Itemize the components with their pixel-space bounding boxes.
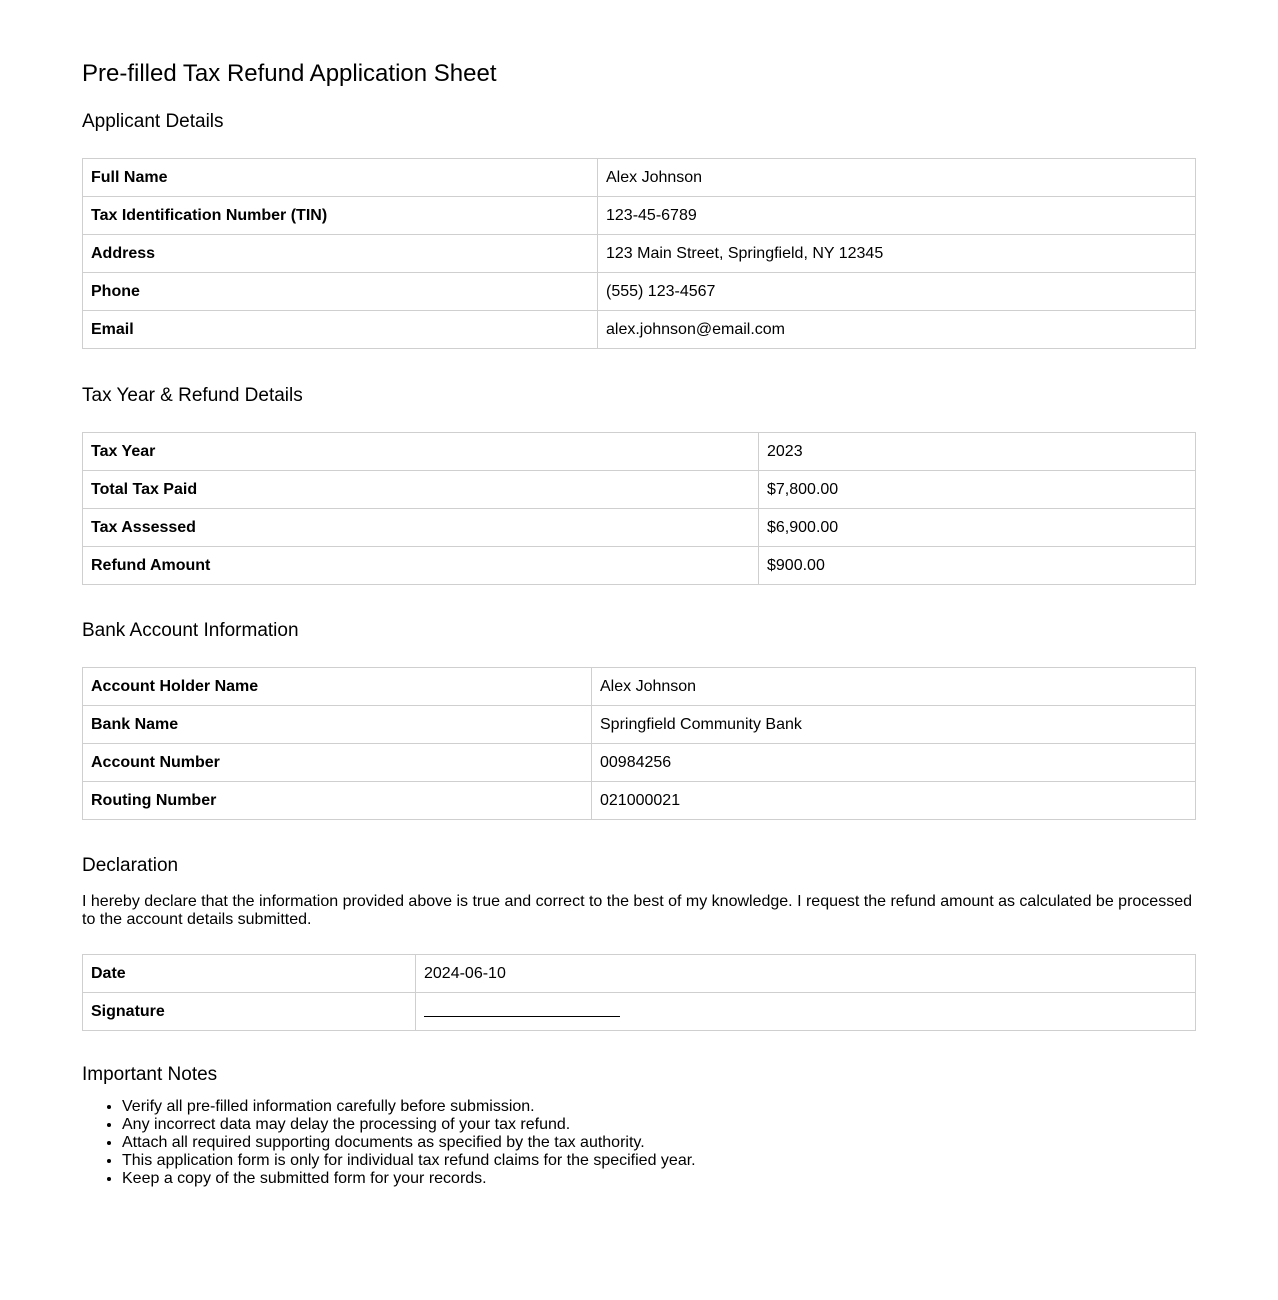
- tax-year-value: 2023: [759, 433, 1196, 471]
- signature-label: Signature: [83, 993, 416, 1031]
- table-row: [83, 471, 1196, 509]
- bank-name-label: Bank Name: [83, 706, 592, 744]
- email-label: Email: [83, 311, 598, 349]
- phone-value: (555) 123-4567: [598, 273, 1196, 311]
- table-row: [83, 668, 1196, 706]
- tin-label: Tax Identification Number (TIN): [83, 197, 598, 235]
- account-holder-label: Account Holder Name: [83, 668, 592, 706]
- bank-section-heading: Bank Account Information: [82, 620, 299, 641]
- table-row: [83, 235, 1196, 273]
- list-item: • Any incorrect data may delay the processing of your tax refund.: [122, 1116, 696, 1134]
- list-item: • Attach all required supporting documents as specified by the tax authority.: [122, 1134, 696, 1152]
- table-row: [83, 547, 1196, 585]
- total-tax-paid-label: Total Tax Paid: [83, 471, 759, 509]
- email-value: alex.johnson@email.com: [598, 311, 1196, 349]
- list-item: • Keep a copy of the submitted form for your records.: [122, 1170, 696, 1188]
- address-value: 123 Main Street, Springfield, NY 12345: [598, 235, 1196, 273]
- tax-assessed-value: $6,900.00: [759, 509, 1196, 547]
- table-row: [83, 955, 1196, 993]
- declaration-section-heading: Declaration: [82, 855, 179, 876]
- routing-number-label: Routing Number: [83, 782, 592, 820]
- bank-name-value: Springfield Community Bank: [592, 706, 1196, 744]
- account-number-value: 00984256: [592, 744, 1196, 782]
- full-name-label: Full Name: [83, 159, 598, 197]
- applicant-section-heading: Applicant Details: [82, 111, 224, 132]
- list-item: • This application form is only for individual tax refund claims for the specified year.: [122, 1152, 696, 1170]
- total-tax-paid-value: $7,800.00: [759, 471, 1196, 509]
- table-row: [83, 744, 1196, 782]
- account-number-label: Account Number: [83, 744, 592, 782]
- notes-list: [82, 1098, 696, 1188]
- date-value: 2024-06-10: [416, 955, 1196, 993]
- date-label: Date: [83, 955, 416, 993]
- refund-amount-label: Refund Amount: [83, 547, 759, 585]
- page-title: Pre-filled Tax Refund Application Sheet: [82, 60, 497, 87]
- refund-section-heading: Tax Year & Refund Details: [82, 385, 303, 406]
- table-row: [83, 273, 1196, 311]
- refund-table: [82, 432, 1196, 585]
- refund-amount-value: $900.00: [759, 547, 1196, 585]
- tax-assessed-label: Tax Assessed: [83, 509, 759, 547]
- declaration-text: I hereby declare that the information provided above is true and correct to the best of my knowledge. I request the refund amount as calculated be processed to the account details submitted.: [82, 893, 1192, 928]
- tax-year-label: Tax Year: [83, 433, 759, 471]
- list-item: • Verify all pre-filled information carefully before submission.: [122, 1098, 696, 1116]
- bank-table: [82, 667, 1196, 820]
- full-name-value: Alex Johnson: [598, 159, 1196, 197]
- table-row: [83, 993, 1196, 1031]
- notes-section-heading: Important Notes: [82, 1064, 218, 1085]
- table-row: [83, 433, 1196, 471]
- table-row: [83, 159, 1196, 197]
- table-row: [83, 197, 1196, 235]
- signature-line[interactable]: [424, 1006, 620, 1017]
- phone-label: Phone: [83, 273, 598, 311]
- signature-value: [416, 993, 1196, 1031]
- table-row: [83, 311, 1196, 349]
- address-label: Address: [83, 235, 598, 273]
- table-row: [83, 782, 1196, 820]
- tin-value: 123-45-6789: [598, 197, 1196, 235]
- account-holder-value: Alex Johnson: [592, 668, 1196, 706]
- routing-number-value: 021000021: [592, 782, 1196, 820]
- table-row: [83, 509, 1196, 547]
- declaration-table: [82, 954, 1196, 1031]
- applicant-table: [82, 158, 1196, 349]
- table-row: [83, 706, 1196, 744]
